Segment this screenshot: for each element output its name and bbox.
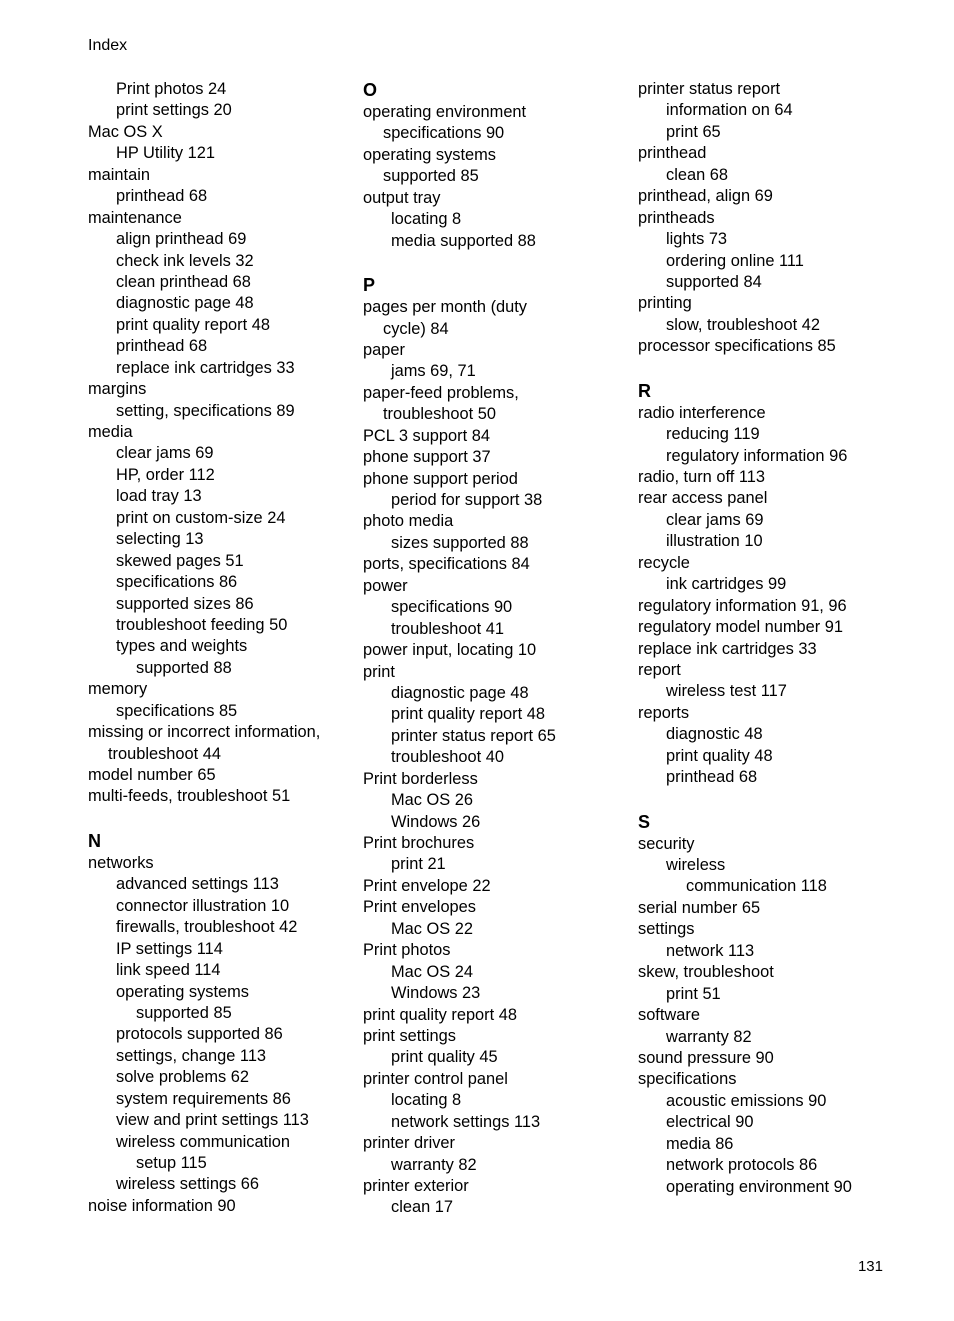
index-entry: print quality report 48 [363,1005,517,1024]
index-subentry: clean printhead 68 [116,272,251,291]
index-entry: pages per month (duty [363,298,528,317]
index-subentry: connector illustration 10 [116,896,290,915]
index-subsubentry: setup 115 [136,1154,207,1172]
index-subentry: Mac OS 24 [391,962,473,981]
index-subentry: replace ink cartridges 33 [116,358,295,377]
index-entry: printing [638,294,692,313]
section-gap [363,252,633,274]
index-subentry: clear jams 69 [666,510,764,529]
index-entry: printheads [638,208,715,227]
index-subentry: protocols supported 86 [116,1025,283,1044]
index-subentry: media 86 [666,1134,734,1153]
index-subentry: printhead 68 [116,187,208,206]
index-entry: processor specifications 85 [638,337,836,356]
index-subentry: slow, troubleshoot 42 [666,315,820,334]
index-entry: paper [363,340,405,359]
index-subentry: print quality report 48 [116,315,270,334]
index-subentry: sizes supported 88 [391,533,529,552]
index-subsubentry: supported 88 [136,658,232,677]
index-entry: Mac OS X [88,122,163,141]
index-entry: media [88,423,133,441]
index-subentry: electrical 90 [666,1113,754,1132]
index-entry: phone support period [363,469,518,488]
index-subentry: media supported 88 [391,231,536,250]
index-entry: reports [638,703,690,722]
index-subentry: skewed pages 51 [116,551,244,570]
index-entry-continuation: troubleshoot 50 [383,405,496,424]
index-subentry: link speed 114 [116,961,221,980]
index-subentry: troubleshoot 40 [391,748,504,767]
index-subentry: illustration 10 [666,532,763,551]
index-subentry: locating 8 [391,210,462,229]
index-entry-continuation: troubleshoot 44 [108,744,221,763]
index-subentry: printhead 68 [666,768,758,787]
index-subentry: diagnostic page 48 [116,294,254,313]
index-entry: serial number 65 [638,898,761,917]
index-subentry: IP settings 114 [116,939,223,958]
index-subentry: selecting 13 [116,530,204,549]
index-entry: networks [88,853,154,872]
section-letter: N [88,830,101,851]
index-subentry: Print photos 24 [116,80,227,98]
index-entry: PCL 3 support 84 [363,426,490,445]
index-subentry: information on 64 [666,101,793,120]
index-entry: print [363,662,395,681]
index-subentry: operating systems [116,982,250,1001]
index-subentry: firewalls, troubleshoot 42 [116,918,298,937]
index-entry: model number 65 [88,766,216,784]
index-subentry: specifications 90 [391,598,513,617]
index-entry: print settings [363,1026,456,1045]
index-subentry: advanced settings 113 [116,875,279,894]
index-column-3 [638,79,908,1198]
index-entry: Print envelopes [363,898,476,917]
index-subentry: types and weights [116,637,248,656]
index-subentry: specifications 85 [116,701,238,720]
index-subentry: HP Utility 121 [116,144,215,163]
index-subentry: solve problems 62 [116,1068,250,1087]
index-entry: radio, turn off 113 [638,468,765,486]
index-entry-continuation: specifications 90 [383,124,505,143]
index-subentry: print 51 [666,984,721,1003]
index-subentry-continuation: communication 118 [686,877,827,896]
index-subentry: print settings 20 [116,101,232,120]
index-subentry: regulatory information 96 [666,446,848,465]
section-gap [638,789,908,811]
index-entry: operating systems [363,145,497,164]
index-entry: noise information 90 [88,1196,236,1215]
index-subentry: wireless [666,856,726,874]
index-subentry: printhead 68 [116,337,208,356]
index-subentry: clean 68 [666,165,728,184]
index-subentry: print quality 48 [666,746,773,765]
index-subentry: network 113 [666,941,755,960]
index-subentry: print on custom-size 24 [116,508,286,527]
index-subentry: wireless communication [116,1132,290,1151]
index-entry: power [363,576,408,595]
index-subentry: load tray 13 [116,487,202,506]
index-subentry: print 65 [666,122,721,141]
index-entry: skew, troubleshoot [638,963,774,982]
index-entry: operating environment [363,103,527,121]
section-letter: R [638,380,651,401]
section-letter: O [363,80,378,100]
index-entry: report [638,660,681,679]
index-subentry: Mac OS 22 [391,919,473,938]
index-subentry: warranty 82 [666,1027,752,1046]
index-entry: Print photos [363,941,451,960]
index-entry: specifications [638,1070,737,1089]
index-entry: replace ink cartridges 33 [638,639,817,658]
index-entry: regulatory information 91, 96 [638,596,847,615]
index-subentry: jams 69, 71 [391,362,476,381]
index-entry: printer driver [363,1134,455,1153]
index-entry: maintain [88,165,150,184]
section-gap [88,808,358,830]
index-subentry: system requirements 86 [116,1089,291,1108]
index-entry: printer exterior [363,1177,469,1195]
index-entry: regulatory model number 91 [638,618,843,637]
index-entry: radio interference [638,403,766,422]
index-subentry: network settings 113 [391,1112,541,1131]
index-entry: multi-feeds, troubleshoot 51 [88,787,291,806]
index-subentry: view and print settings 113 [116,1111,309,1130]
index-subentry: settings, change 113 [116,1046,267,1065]
index-subentry: setting, specifications 89 [116,401,295,420]
index-subentry: lights 73 [666,230,728,249]
index-subentry: clean 17 [391,1198,453,1217]
index-subentry: specifications 86 [116,573,238,592]
index-subentry: print 21 [391,855,446,874]
page-number: 131 [857,1258,883,1275]
section-letter: P [363,275,376,296]
index-entry: printhead [638,144,707,163]
index-entry: printer status report [638,80,781,98]
index-subentry: troubleshoot feeding 50 [116,615,288,634]
index-entry: printer control panel [363,1069,508,1088]
index-entry: settings [638,920,695,939]
index-entry: photo media [363,512,454,531]
index-entry: phone support 37 [363,448,491,467]
index-subentry: check ink levels 32 [116,251,254,270]
index-subentry: print quality report 48 [391,705,545,724]
index-subentry: print quality 45 [391,1048,498,1067]
index-entry: paper-feed problems, [363,383,519,402]
section-letter: S [638,811,651,832]
index-subentry: reducing 119 [666,425,760,444]
running-header: Index [88,37,128,54]
index-entry: recycle [638,553,690,572]
index-subentry: diagnostic 48 [666,725,763,744]
index-entry: security [638,834,695,853]
index-subentry: HP, order 112 [116,465,215,484]
index-entry: sound pressure 90 [638,1048,774,1067]
index-subentry: locating 8 [391,1091,462,1110]
index-entry: margins [88,380,147,399]
index-entry: Print borderless [363,769,478,788]
index-entry: memory [88,680,148,699]
index-subentry: supported sizes 86 [116,594,254,613]
index-subentry: clear jams 69 [116,444,214,463]
index-subentry: troubleshoot 41 [391,619,504,638]
index-entry: rear access panel [638,489,768,508]
index-column-2 [363,79,633,1219]
index-subentry: printer status report 65 [391,726,556,745]
index-entry: ports, specifications 84 [363,555,530,574]
index-entry: Print envelope 22 [363,876,491,895]
index-subentry: Windows 23 [391,984,481,1003]
index-subentry: wireless test 117 [666,682,787,701]
index-entry: maintenance [88,208,182,227]
index-subentry: ordering online 111 [666,251,804,270]
index-subentry: ink cartridges 99 [666,575,787,594]
index-column-1 [88,79,358,1217]
index-subentry: wireless settings 66 [116,1175,260,1194]
index-subentry: acoustic emissions 90 [666,1091,827,1110]
index-subentry: Mac OS 26 [391,791,473,810]
index-entry: output tray [363,188,441,207]
index-subsubentry: supported 85 [136,1003,232,1022]
index-entry: power input, locating 10 [363,641,537,660]
index-entry: printhead, align 69 [638,187,773,206]
index-subentry: diagnostic page 48 [391,683,529,702]
section-gap [638,358,908,380]
index-subentry: operating environment 90 [666,1177,852,1196]
index-subentry: network protocols 86 [666,1156,818,1175]
index-entry-continuation: supported 85 [383,167,479,186]
index-subentry: align printhead 69 [116,230,247,249]
index-entry: Print brochures [363,834,475,852]
index-subentry: Windows 26 [391,812,481,831]
index-subentry: warranty 82 [391,1155,477,1174]
index-subentry: period for support 38 [391,491,543,509]
index-entry-continuation: cycle) 84 [383,319,449,338]
index-subentry: supported 84 [666,272,762,291]
index-entry: software [638,1006,700,1025]
index-entry: missing or incorrect information, [88,723,321,742]
